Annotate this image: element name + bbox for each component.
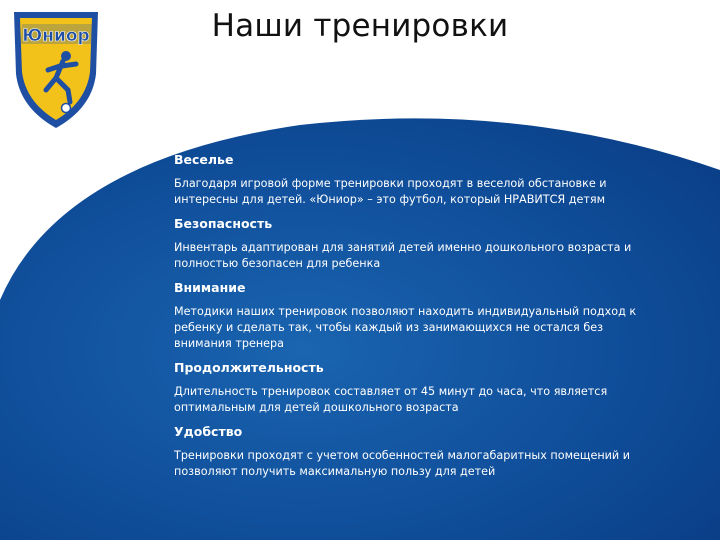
slide-title: Наши тренировки <box>211 8 509 44</box>
section-fun <box>174 152 649 208</box>
section-text: Благодаря игровой форме тренировки проходят в веселой обстановке и интересны для детей. «Юниор» – это футбол, который НРАВИТСЯ детям <box>174 177 607 206</box>
section-duration <box>174 360 649 416</box>
section-text: Методики наших тренировок позволяют находить индивидуальный подход к ребенку и сделать так, чтобы каждый из занимающихся не остался без внимания тренера <box>174 305 637 350</box>
section-attention <box>174 280 649 352</box>
section-heading: Безопасность <box>174 216 273 231</box>
section-text: Инвентарь адаптирован для занятий детей именно дошкольного возраста и полностью безопасен для ребенка <box>174 241 632 270</box>
content-list <box>174 152 649 488</box>
logo-text: Юниор <box>22 26 90 46</box>
section-heading: Удобство <box>174 424 243 439</box>
section-heading: Внимание <box>174 280 246 295</box>
section-heading: Веселье <box>174 152 234 167</box>
section-heading: Продолжительность <box>174 360 324 375</box>
section-convenience <box>174 424 649 480</box>
section-safety <box>174 216 649 272</box>
section-text: Длительность тренировок составляет от 45 минут до часа, что является оптимальным для детей дошкольного возраста <box>174 385 608 414</box>
section-text: Тренировки проходят с учетом особенностей малогабаритных помещений и позволяют получить максимальную пользу для детей <box>174 449 631 478</box>
